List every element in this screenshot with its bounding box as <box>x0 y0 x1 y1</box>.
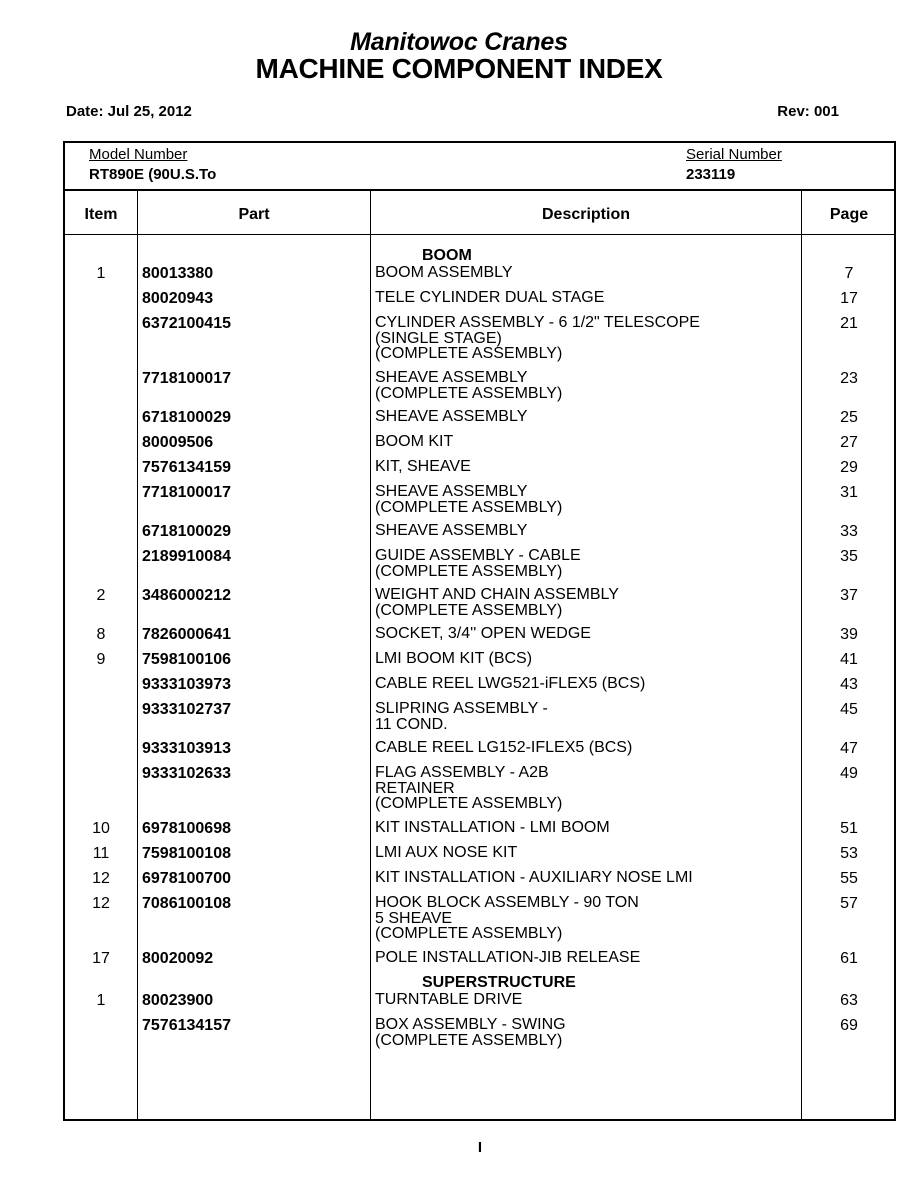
part-number: 7576134157 <box>142 1017 231 1034</box>
page-reference: 17 <box>840 290 858 307</box>
table-row <box>65 675 894 700</box>
description-line: SHEAVE ASSEMBLY <box>375 522 528 539</box>
description-line: TELE CYLINDER DUAL STAGE <box>375 289 605 306</box>
description-line: POLE INSTALLATION-JIB RELEASE <box>375 949 641 966</box>
page-reference: 33 <box>840 523 858 540</box>
table-row <box>65 819 894 844</box>
page-reference: 41 <box>840 651 858 668</box>
serial-number-value: 233119 <box>686 166 736 183</box>
header-divider <box>65 189 894 191</box>
description-line: SOCKET, 3/4'' OPEN WEDGE <box>375 625 591 642</box>
page-reference: 69 <box>840 1017 858 1034</box>
item-number: 8 <box>96 626 106 643</box>
table-row <box>65 650 894 675</box>
page-reference: 49 <box>840 765 858 782</box>
model-number-block <box>89 145 216 185</box>
description <box>375 869 795 886</box>
page-reference: 37 <box>840 587 858 604</box>
description-line: BOOM KIT <box>375 433 454 450</box>
table-row <box>65 433 894 458</box>
column-header-item: Item <box>84 206 118 223</box>
document-revision: Rev: 001 <box>777 103 839 120</box>
description <box>375 408 795 425</box>
description <box>375 1016 795 1048</box>
description <box>375 433 795 450</box>
table-row <box>65 1016 894 1055</box>
part-number: 6718100029 <box>142 523 231 540</box>
description <box>375 314 795 361</box>
description-line: 11 COND. <box>375 716 448 733</box>
model-number-label: Model Number <box>89 146 188 163</box>
part-number: 7718100017 <box>142 484 231 501</box>
part-number: 6372100415 <box>142 315 231 332</box>
serial-number-label: Serial Number <box>686 146 782 163</box>
part-number: 7598100108 <box>142 845 231 862</box>
section-heading: BOOM <box>422 247 472 264</box>
page-reference: 57 <box>840 895 858 912</box>
section-row <box>65 974 894 991</box>
description-line: SLIPRING ASSEMBLY - <box>375 700 548 717</box>
table-row <box>65 949 894 974</box>
table-row <box>65 264 894 289</box>
description-line: 5 SHEAVE <box>375 910 453 927</box>
description-line: (COMPLETE ASSEMBLY) <box>375 563 563 580</box>
page-reference: 29 <box>840 459 858 476</box>
description-line: WEIGHT AND CHAIN ASSEMBLY <box>375 586 619 603</box>
page-reference: 7 <box>844 265 854 282</box>
table-row <box>65 458 894 483</box>
description <box>375 458 795 475</box>
company-name: Manitowoc Cranes <box>350 28 568 56</box>
description <box>375 369 795 401</box>
description-line: (COMPLETE ASSEMBLY) <box>375 345 563 362</box>
table-row <box>65 700 894 739</box>
part-number: 80009506 <box>142 434 214 451</box>
description-line: SHEAVE ASSEMBLY <box>375 408 528 425</box>
part-number: 80020092 <box>142 950 214 967</box>
table-row <box>65 408 894 433</box>
item-number: 12 <box>92 870 110 887</box>
document-title: MACHINE COMPONENT INDEX <box>255 53 663 84</box>
page-reference: 31 <box>840 484 858 501</box>
table-row <box>65 289 894 314</box>
table-row <box>65 547 894 586</box>
description <box>375 949 795 966</box>
part-number: 7718100017 <box>142 370 231 387</box>
section-heading: SUPERSTRUCTURE <box>422 974 576 991</box>
description <box>375 991 795 1008</box>
description <box>375 739 795 756</box>
item-number: 10 <box>92 820 110 837</box>
part-number: 9333103913 <box>142 740 231 757</box>
table-row <box>65 764 894 819</box>
part-number: 80013380 <box>142 265 214 282</box>
description-line: LMI AUX NOSE KIT <box>375 844 518 861</box>
table-row <box>65 522 894 547</box>
table-row <box>65 483 894 522</box>
description-line: SHEAVE ASSEMBLY <box>375 483 528 500</box>
part-number: 7598100106 <box>142 651 231 668</box>
description <box>375 547 795 579</box>
part-number: 7826000641 <box>142 626 231 643</box>
description-line: HOOK BLOCK ASSEMBLY - 90 TON <box>375 894 639 911</box>
item-number: 9 <box>96 651 106 668</box>
part-number: 7576134159 <box>142 459 231 476</box>
description <box>375 522 795 539</box>
description <box>375 894 795 941</box>
description <box>375 675 795 692</box>
description <box>375 264 795 281</box>
description-line: FLAG ASSEMBLY - A2B <box>375 764 549 781</box>
part-number: 80020943 <box>142 290 214 307</box>
part-number: 80023900 <box>142 992 214 1009</box>
table-row <box>65 894 894 949</box>
description-line: CYLINDER ASSEMBLY - 6 1/2" TELESCOPE <box>375 314 700 331</box>
table-row <box>65 314 894 369</box>
description <box>375 586 795 618</box>
description <box>375 844 795 861</box>
page-reference: 25 <box>840 409 858 426</box>
description-line: (COMPLETE ASSEMBLY) <box>375 1032 563 1049</box>
page-reference: 61 <box>840 950 858 967</box>
description-line: TURNTABLE DRIVE <box>375 991 523 1008</box>
description-line: (COMPLETE ASSEMBLY) <box>375 925 563 942</box>
description <box>375 625 795 642</box>
description-line: (COMPLETE ASSEMBLY) <box>375 385 563 402</box>
description-line: BOX ASSEMBLY - SWING <box>375 1016 566 1033</box>
page-reference: 39 <box>840 626 858 643</box>
description-line: (COMPLETE ASSEMBLY) <box>375 602 563 619</box>
item-number: 17 <box>92 950 110 967</box>
table-row <box>65 844 894 869</box>
part-number: 9333102633 <box>142 765 231 782</box>
page-reference: 47 <box>840 740 858 757</box>
part-number: 3486000212 <box>142 587 231 604</box>
page-reference: 23 <box>840 370 858 387</box>
page-number: I <box>477 1139 483 1156</box>
description-line: KIT, SHEAVE <box>375 458 471 475</box>
description-line: GUIDE ASSEMBLY - CABLE <box>375 547 581 564</box>
part-number: 7086100108 <box>142 895 231 912</box>
page-reference: 51 <box>840 820 858 837</box>
part-number: 6978100700 <box>142 870 231 887</box>
description-line: LMI BOOM KIT (BCS) <box>375 650 533 667</box>
item-number: 1 <box>96 265 106 282</box>
table-row <box>65 625 894 650</box>
description-line: (COMPLETE ASSEMBLY) <box>375 499 563 516</box>
section-row <box>65 247 894 264</box>
serial-number-block <box>686 145 782 185</box>
page-reference: 27 <box>840 434 858 451</box>
description-line: BOOM ASSEMBLY <box>375 264 513 281</box>
page-reference: 21 <box>840 315 858 332</box>
page-reference: 45 <box>840 701 858 718</box>
description-line: SHEAVE ASSEMBLY <box>375 369 528 386</box>
table-row <box>65 739 894 764</box>
table-row <box>65 369 894 408</box>
table-row <box>65 869 894 894</box>
part-number: 9333102737 <box>142 701 231 718</box>
item-number: 11 <box>92 845 110 862</box>
description-line: (COMPLETE ASSEMBLY) <box>375 795 563 812</box>
description <box>375 819 795 836</box>
description-line: KIT INSTALLATION - AUXILIARY NOSE LMI <box>375 869 693 886</box>
description-line: (SINGLE STAGE) <box>375 330 502 347</box>
column-header-divider <box>65 234 894 235</box>
part-number: 6978100698 <box>142 820 231 837</box>
column-header-part: Part <box>238 206 270 223</box>
description <box>375 700 795 732</box>
part-number: 2189910084 <box>142 548 231 565</box>
page-reference: 53 <box>840 845 858 862</box>
document-date: Date: Jul 25, 2012 <box>66 103 192 120</box>
description <box>375 764 795 811</box>
table-body <box>65 247 894 1055</box>
model-number-value: RT890E (90U.S.To <box>89 166 217 183</box>
part-number: 6718100029 <box>142 409 231 426</box>
page-reference: 35 <box>840 548 858 565</box>
part-number: 9333103973 <box>142 676 231 693</box>
description-line: KIT INSTALLATION - LMI BOOM <box>375 819 610 836</box>
description-line: CABLE REEL LWG521-iFLEX5 (BCS) <box>375 675 646 692</box>
description <box>375 289 795 306</box>
column-header-description: Description <box>541 206 630 223</box>
item-number: 12 <box>92 895 110 912</box>
page-reference: 63 <box>840 992 858 1009</box>
page-reference: 43 <box>840 676 858 693</box>
item-number: 2 <box>96 587 106 604</box>
description <box>375 483 795 515</box>
table-row <box>65 586 894 625</box>
table-row <box>65 991 894 1016</box>
component-table <box>63 141 896 1121</box>
column-header-page: Page <box>829 206 869 223</box>
item-number: 1 <box>96 992 106 1009</box>
description-line: RETAINER <box>375 780 455 797</box>
description-line: CABLE REEL LG152-IFLEX5 (BCS) <box>375 739 633 756</box>
description <box>375 650 795 667</box>
page-reference: 55 <box>840 870 858 887</box>
